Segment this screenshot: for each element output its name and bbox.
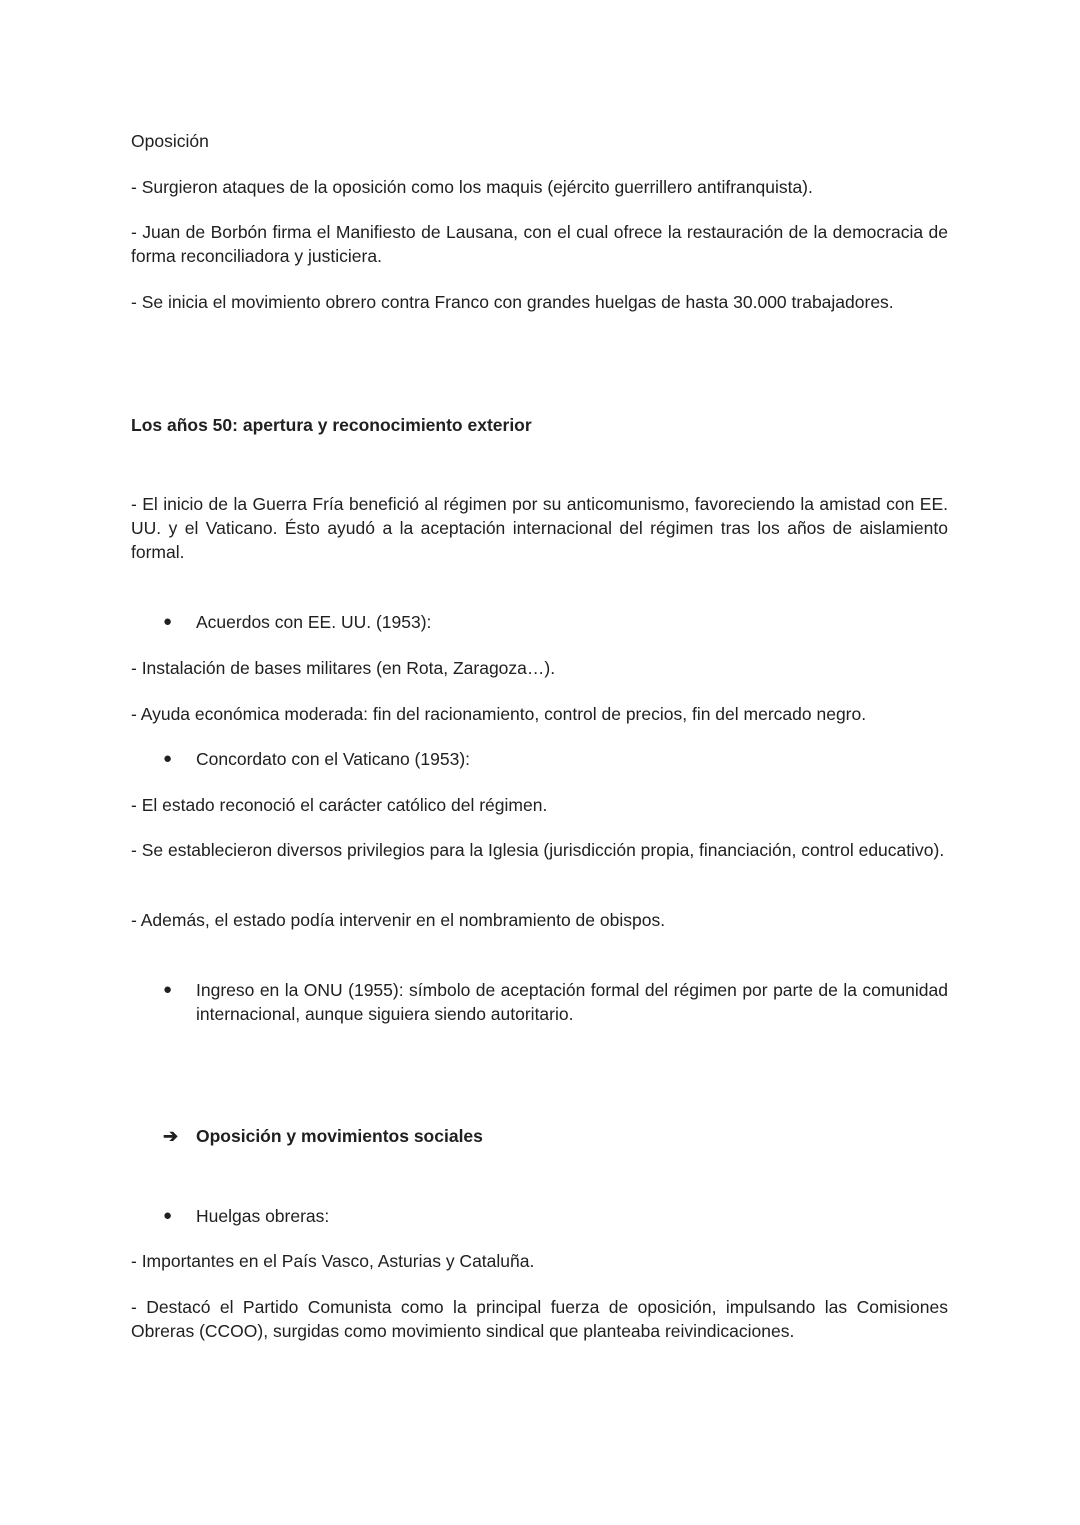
bullet-acuerdos-eeuu [163,610,948,634]
paragraph-partido-comunista: - Destacó el Partido Comunista como la principal fuerza de oposición, impulsando las Comisiones Obreras (CCOO), surgidas como movimiento sindical que planteaba reivindicaciones. [131,1297,948,1341]
section-heading-anos-50: Los años 50: apertura y reconocimiento exterior [131,415,532,435]
paragraph-caracter-catolico: - El estado reconoció el carácter católico del régimen. [131,795,548,815]
bullet-dot-icon: ● [163,981,173,998]
paragraph-ayuda-economica: - Ayuda económica moderada: fin del racionamiento, control de precios, fin del mercado negro. [131,704,867,724]
bullet-concordato [163,747,948,771]
section-title-oposicion: Oposición [131,131,209,151]
paragraph-guerra-fria: - El inicio de la Guerra Fría benefició al régimen por su anticomunismo, favoreciendo la amistad con EE. UU. y el Vaticano. Ésto ayudó a la aceptación internacional del régimen tras los años de aislamiento formal. [131,494,948,562]
paragraph-maquis: - Surgieron ataques de la oposición como los maquis (ejército guerrillero antifranquista). [131,177,813,197]
paragraph-privilegios-iglesia: - Se establecieron diversos privilegios para la Iglesia (jurisdicción propia, financiación, control educativo). [131,840,945,860]
bullet-dot-icon: ● [163,613,173,630]
bullet-text: Huelgas obreras: [196,1206,330,1226]
paragraph-regiones-huelgas: - Importantes en el País Vasco, Asturias y Cataluña. [131,1251,535,1271]
arrow-right-icon: ➔ [163,1126,179,1146]
bullet-ingreso-onu [163,978,948,1026]
bullet-text: Acuerdos con EE. UU. (1953): [196,612,432,632]
bullet-dot-icon: ● [163,1207,173,1224]
bullet-huelgas-obreras [163,1204,948,1228]
subheading-text: Oposición y movimientos sociales [196,1126,483,1146]
bullet-text: Ingreso en la ONU (1955): símbolo de aceptación formal del régimen por parte de la comunidad internacional, aunque siguiera siendo autoritario. [196,980,948,1024]
paragraph-lausana: - Juan de Borbón firma el Manifiesto de Lausana, con el cual ofrece la restauración de la democracia de forma reconciliadora y justiciera. [131,222,948,266]
bullet-text: Concordato con el Vaticano (1953): [196,749,471,769]
paragraph-obispos: - Además, el estado podía intervenir en el nombramiento de obispos. [131,910,666,930]
bullet-dot-icon: ● [163,750,173,767]
paragraph-movimiento-obrero: - Se inicia el movimiento obrero contra Franco con grandes huelgas de hasta 30.000 trabajadores. [131,292,894,312]
paragraph-bases-militares: - Instalación de bases militares (en Rota, Zaragoza…). [131,658,556,678]
subheading-oposicion-movimientos [163,1124,948,1148]
